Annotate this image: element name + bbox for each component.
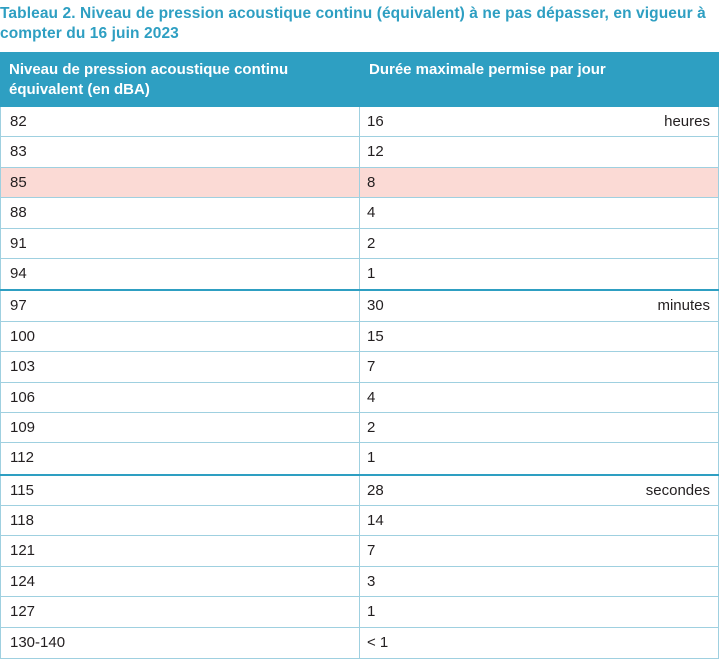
duration-value: 12: [367, 143, 384, 161]
duration-value: 30: [367, 297, 384, 315]
duration-cell: [360, 168, 719, 197]
level-cell: 130-140: [0, 628, 360, 658]
level-cell: 115: [0, 476, 360, 505]
level-cell: 118: [0, 506, 360, 535]
table-row: [0, 259, 719, 289]
duration-cell: [360, 476, 719, 505]
table-header-row: [0, 52, 719, 107]
table-row: [0, 383, 719, 413]
duration-value: 7: [367, 358, 376, 376]
duration-value: 4: [367, 388, 376, 406]
duration-value: 3: [367, 572, 376, 590]
duration-cell: [360, 259, 719, 289]
level-cell: 88: [0, 198, 360, 227]
level-cell: 103: [0, 352, 360, 381]
level-cell: 112: [0, 443, 360, 473]
row-group-seconds: [0, 474, 719, 658]
table-row: [0, 597, 719, 627]
duration-value: 1: [367, 603, 376, 621]
level-cell: 83: [0, 137, 360, 166]
table-row: [0, 476, 719, 506]
level-cell: 91: [0, 229, 360, 258]
duration-cell: [360, 506, 719, 535]
duration-cell: [360, 107, 719, 136]
table-row: [0, 413, 719, 443]
table-row: [0, 506, 719, 536]
duration-value: 28: [367, 481, 384, 499]
duration-unit: secondes: [645, 481, 710, 499]
duration-cell: [360, 567, 719, 596]
level-cell: 82: [0, 107, 360, 136]
table-row: [0, 229, 719, 259]
duration-cell: [360, 597, 719, 626]
table-row: [0, 291, 719, 321]
duration-cell: [360, 198, 719, 227]
table-row: [0, 198, 719, 228]
duration-value: 1: [367, 264, 376, 282]
duration-value: 2: [367, 418, 376, 436]
duration-cell: [360, 352, 719, 381]
table-row: [0, 536, 719, 566]
table-row: [0, 628, 719, 658]
table-row: [0, 443, 719, 473]
level-cell: 100: [0, 322, 360, 351]
table-row: [0, 567, 719, 597]
level-cell: 106: [0, 383, 360, 412]
duration-value: < 1: [367, 633, 389, 651]
level-cell: 109: [0, 413, 360, 442]
table-row: [0, 352, 719, 382]
duration-cell: [360, 291, 719, 320]
column-header-duration: Durée maximale permise par jour: [369, 61, 606, 78]
duration-unit: heures: [664, 113, 710, 130]
level-cell: 94: [0, 259, 360, 289]
level-cell: 124: [0, 567, 360, 596]
table-row: [0, 137, 719, 167]
duration-value: 7: [367, 542, 376, 560]
duration-value: 14: [367, 512, 384, 530]
table-row: [0, 322, 719, 352]
duration-cell: [360, 536, 719, 565]
duration-cell: [360, 137, 719, 166]
duration-cell: [360, 443, 719, 473]
duration-value: 16: [367, 113, 384, 130]
table-row: [0, 107, 719, 137]
duration-value: 4: [367, 204, 376, 222]
duration-value: 8: [367, 173, 376, 191]
level-cell: 97: [0, 291, 360, 320]
duration-cell: [360, 322, 719, 351]
duration-value: 15: [367, 327, 384, 345]
duration-unit: minutes: [657, 297, 710, 315]
noise-exposure-table: [0, 52, 719, 659]
row-group-minutes: [0, 289, 719, 473]
row-group-hours: [0, 107, 719, 289]
duration-cell: [360, 628, 719, 658]
level-cell: 127: [0, 597, 360, 626]
level-cell: 85: [0, 168, 360, 197]
duration-value: 1: [367, 449, 376, 467]
table-caption: Tableau 2. Niveau de pression acoustique continu (équivalent) à ne pas dépasser, en vigueur à compter du 16 juin 2023: [0, 5, 706, 42]
table-body: [0, 107, 719, 659]
duration-cell: [360, 413, 719, 442]
level-cell: 121: [0, 536, 360, 565]
duration-cell: [360, 229, 719, 258]
column-header-level: Niveau de pression acoustique continu équivalent (en dBA): [9, 61, 289, 98]
table-row-highlighted: [0, 168, 719, 198]
duration-cell: [360, 383, 719, 412]
duration-value: 2: [367, 234, 376, 252]
